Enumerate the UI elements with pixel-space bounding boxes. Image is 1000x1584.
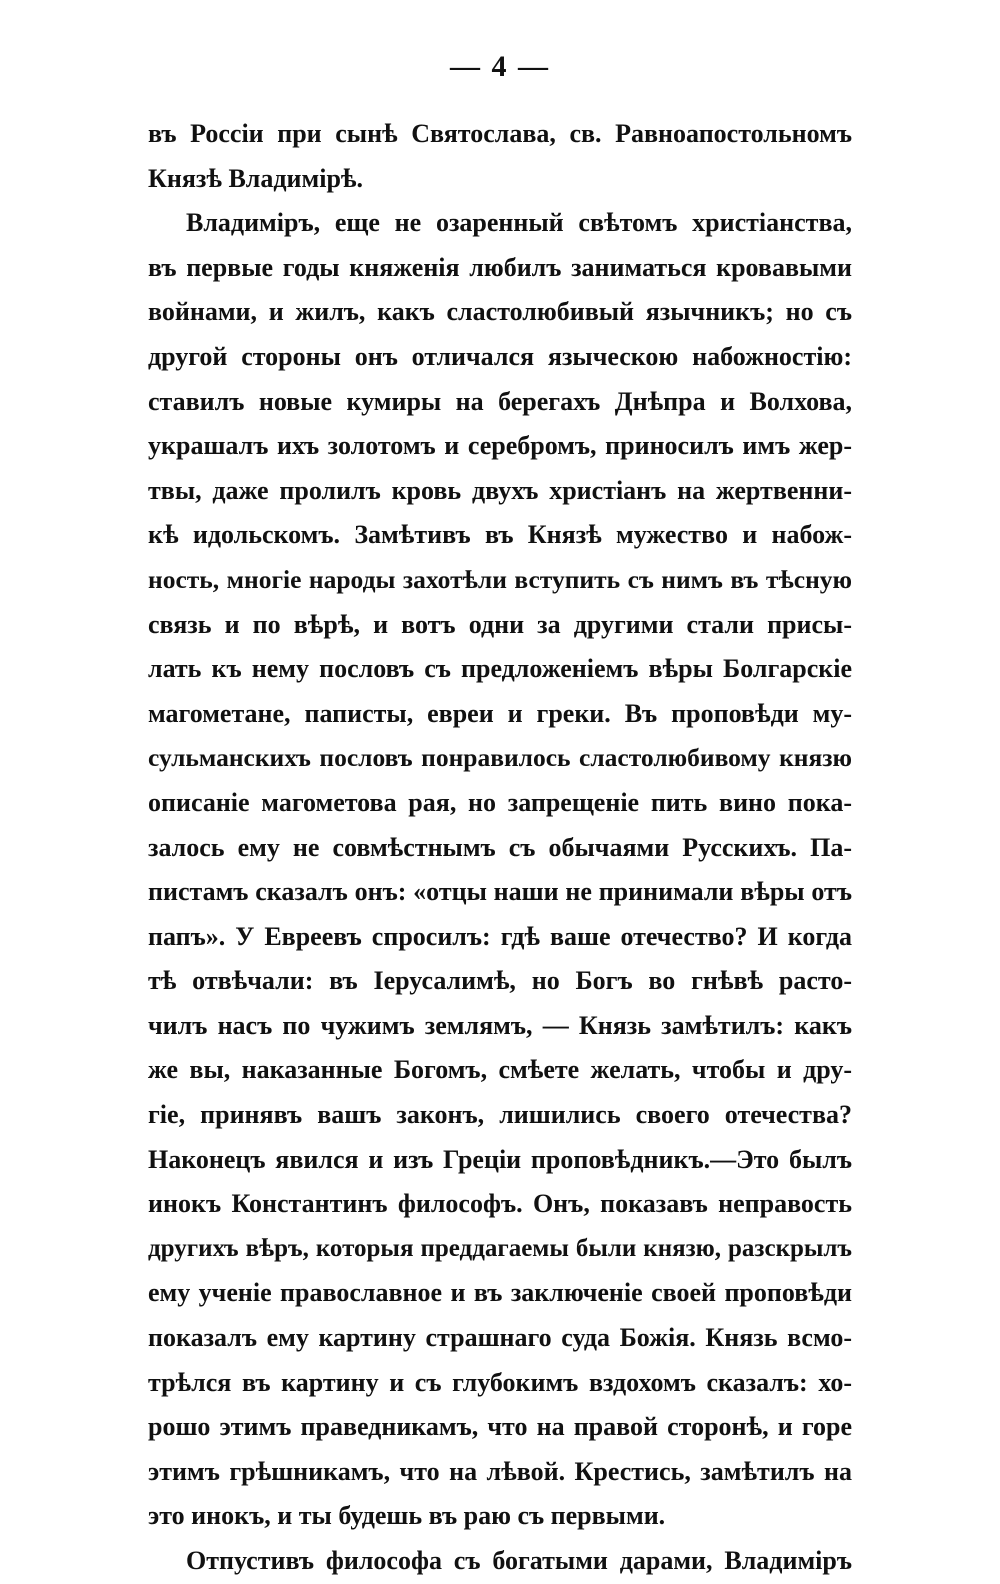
text-line: этимъ грѣшникамъ, что на лѣвой. Крестись, замѣтилъ на <box>148 1456 852 1486</box>
text-line: залось ему не совмѣстнымъ съ обычаями Русскихъ. Па- <box>148 832 852 862</box>
text-line: кѣ идольскомъ. Замѣтивъ въ Князѣ мужество и набож- <box>148 520 852 550</box>
text-line: Владиміръ, еще не озаренный свѣтомъ христіанства, <box>186 208 852 238</box>
text-line: ставилъ новые кумиры на берегахъ Днѣпра и Волхова, <box>148 386 852 416</box>
text-line: чилъ насъ по чужимъ землямъ, — Князь замѣтилъ: какъ <box>148 1010 852 1040</box>
text-line: ность, многіе народы захотѣли вступить съ нимъ въ тѣсную <box>148 564 852 594</box>
page-number: — 4 — <box>450 50 550 83</box>
text-line: показалъ ему картину страшнаго суда Божія. Князь всмо- <box>148 1323 852 1353</box>
text-line: связь и по вѣрѣ, и вотъ одни за другими стали присы- <box>148 609 852 639</box>
text-line: это инокъ, и ты будешь въ раю съ первыми. <box>148 1501 666 1531</box>
text-line: въ Россіи при сынѣ Святослава, св. Равноапостольномъ <box>148 119 852 148</box>
text-line: твы, даже пролилъ кровь двухъ христіанъ на жертвенни- <box>148 475 852 505</box>
text-line: ему ученіе православное и въ заключеніе своей проповѣди <box>148 1278 852 1308</box>
text-line: папъ». У Евреевъ спросилъ: гдѣ ваше отечество? И когда <box>148 921 852 951</box>
body-text <box>148 112 852 1584</box>
text-line: въ первые годы княженія любилъ заниматься кровавыми <box>148 252 852 282</box>
text-line: магометане, паписты, евреи и греки. Въ проповѣди му- <box>148 698 852 728</box>
text-line: Отпустивъ философа съ богатыми дарами, Владиміръ <box>186 1546 852 1575</box>
text-line: же вы, наказанные Богомъ, смѣете желать, чтобы и дру- <box>148 1055 852 1085</box>
text-line: сульманскихъ пословъ понравилось сластолюбивому князю <box>148 743 852 773</box>
text-line: другихъ вѣръ, которыя преддагаемы были князю, разскрылъ <box>148 1234 852 1262</box>
text-line: трѣлся въ картину и съ глубокимъ вздохомъ сказалъ: хо- <box>148 1367 852 1397</box>
text-line: лать къ нему пословъ съ предложеніемъ вѣры Болгарскіе <box>148 654 852 684</box>
text-line: другой стороны онъ отличался языческою набожностію: <box>148 341 852 371</box>
text-line: гіе, принявъ вашъ законъ, лишились своего отечества? <box>148 1100 852 1130</box>
text-line: войнами, и жилъ, какъ сластолюбивый язычникъ; но съ <box>148 297 852 327</box>
text-line: описаніе магометова рая, но запрещеніе пить вино пока- <box>148 787 852 817</box>
text-line: инокъ Константинъ философъ. Онъ, показавъ неправость <box>148 1189 852 1219</box>
text-line: Князѣ Владимірѣ. <box>148 163 364 193</box>
text-line: украшалъ ихъ золотомъ и серебромъ, приносилъ имъ жер- <box>148 431 852 461</box>
text-line: рошо этимъ праведникамъ, что на правой сторонѣ, и горе <box>148 1412 852 1442</box>
text-line: тѣ отвѣчали: въ Іерусалимѣ, но Богъ во гнѣвѣ расто- <box>148 966 852 996</box>
text-line: Наконецъ явился и изъ Греціи проповѣдникъ.—Это былъ <box>148 1144 852 1174</box>
text-line: пистамъ сказалъ онъ: «отцы наши не принимали вѣры отъ <box>148 877 852 907</box>
